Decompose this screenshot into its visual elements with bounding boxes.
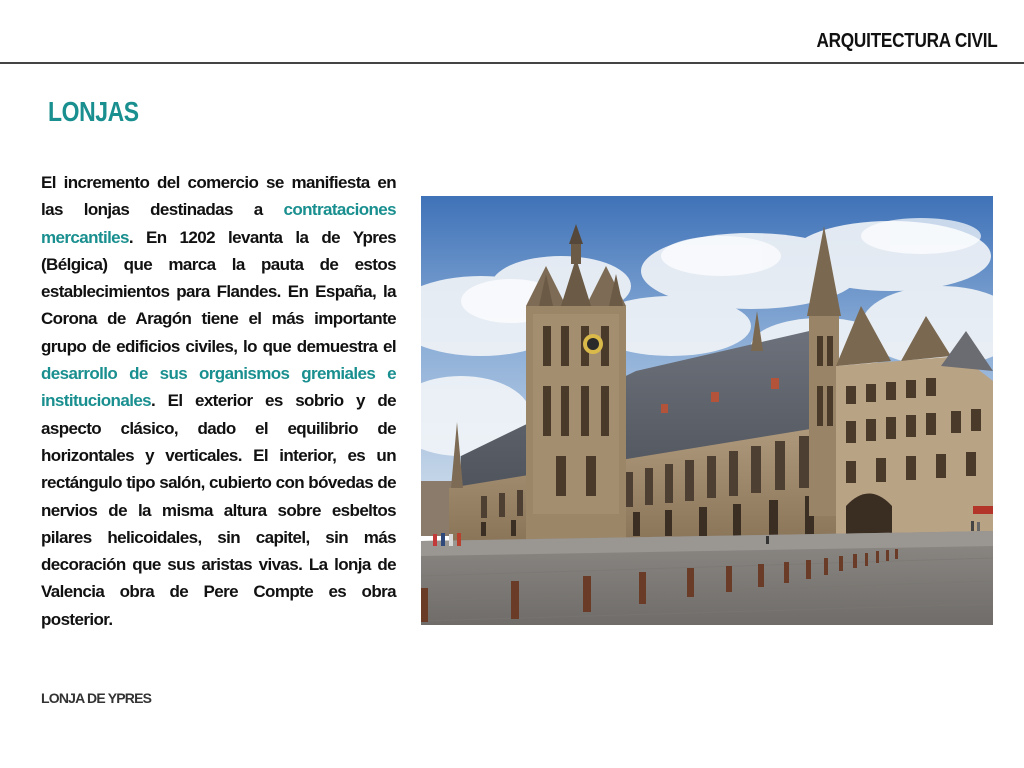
body-text-part-1: El incremento del comercio se manifiesta en las lonjas destinadas a bbox=[41, 173, 396, 220]
body-text-part-2: . En 1202 levanta la de Ypres (Bélgica) que marca la pauta de estos establecimientos para Flandes. En España, la Corona de Aragón tiene el más importante grupo de edificios civiles, lo que demuestra el bbox=[41, 227, 396, 356]
highlight-contrataciones: contrataciones mercantiles bbox=[41, 200, 396, 247]
highlight-organismos: desarrollo de sus organismos gremiales e institucionales bbox=[41, 364, 396, 411]
section-title: LONJAS bbox=[48, 96, 139, 127]
body-paragraph bbox=[41, 169, 396, 633]
body-text-part-3: . El exterior es sobrio y de aspecto clásico, dado el equilibrio de horizontales y verticales. El interior, es un rectángulo tipo salón, cubierto con bóvedas de nervios de la misma altura sobre esbeltos pilares helicoidales, sin capitel, sin más decoración que sus aristas vivas. La lonja de Valencia obra de Pere Compte es obra posterior. bbox=[41, 391, 396, 629]
slide-header-title: ARQUITECTURA CIVIL bbox=[816, 30, 998, 52]
cloth-hall-photo bbox=[421, 196, 993, 625]
image-caption: LONJA DE YPRES bbox=[41, 690, 152, 706]
header-divider bbox=[0, 62, 1024, 64]
